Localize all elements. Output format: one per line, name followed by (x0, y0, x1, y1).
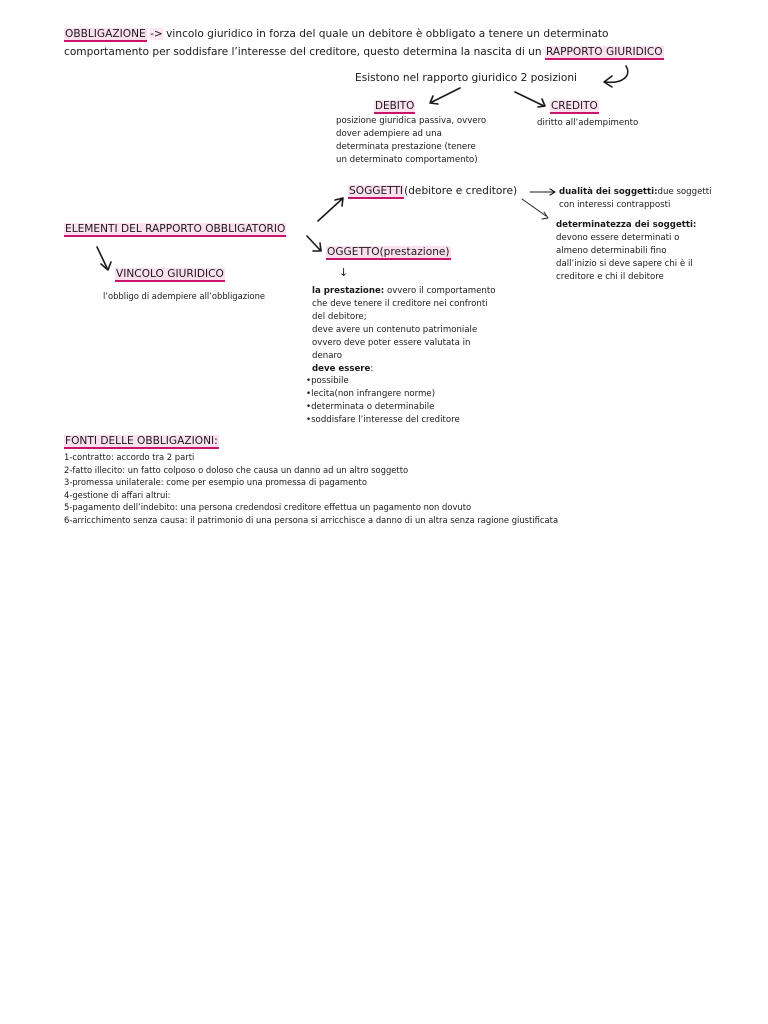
term-obbligazione: OBBLIGAZIONE (65, 28, 146, 40)
intro-definition-2: comportamento per soddisfare l’interesse del creditore, questo determina la nascita di un (64, 46, 545, 58)
prestazione-line: del debitore; (312, 312, 367, 322)
arrow-to-determinatezza-icon (522, 199, 546, 216)
dualita-desc: due soggetti (657, 187, 712, 197)
list-item: •lecita(non infrangere norme) (306, 389, 436, 399)
fonti-title: FONTI DELLE OBBLIGAZIONI: (65, 435, 218, 447)
arrow-to-oggetto-icon (307, 236, 320, 250)
intro-arrow: -> (150, 28, 163, 40)
vincolo-label: VINCOLO GIURIDICO (116, 268, 224, 280)
oggetto-label: OGGETTO(prestazione) (327, 246, 450, 258)
list-item: 6-arricchimento senza causa: il patrimonio di una persona si arricchisce a danno di un altra senza ragione giustificata (64, 514, 559, 525)
list-item: •possibile (306, 376, 349, 386)
positions-heading: Esistono nel rapporto giuridico 2 posizioni (355, 72, 577, 84)
prestazione-line: deve avere un contenuto patrimoniale (312, 325, 478, 335)
bullet-icon: • (306, 415, 312, 425)
bullet-icon: • (306, 376, 312, 386)
determinatezza-line: devono essere determinati o (556, 233, 680, 243)
soggetti-detail: (debitore e creditore) (404, 185, 518, 197)
list-item: 5-pagamento dell’indebito: una persona credendosi creditore effettua un pagamento non dovuto (64, 502, 472, 513)
list-item: •determinata o determinabile (306, 402, 435, 412)
arrow-to-credito-icon (515, 92, 544, 106)
debito-label: DEBITO (375, 100, 415, 112)
prestazione-term: la prestazione: (312, 286, 385, 296)
deve-essere-term: deve essere (312, 364, 371, 374)
debito-desc-line: determinata prestazione (tenere (336, 142, 476, 152)
determinatezza-line: almeno determinabili fino (556, 246, 667, 256)
debito-desc-line: dover adempiere ad una (336, 129, 442, 139)
debito-desc-line: posizione giuridica passiva, ovvero (336, 116, 487, 126)
list-item: 2-fatto illecito: un fatto colposo o doloso che causa un danno ad un altro soggetto (64, 464, 409, 475)
list-item: 4-gestione di affari altrui: (64, 489, 171, 500)
term-rapporto-giuridico: RAPPORTO GIURIDICO (545, 46, 663, 58)
dualita-term: dualità dei soggetti: (559, 187, 658, 197)
determinatezza-line: dall’inizio si deve sapere chi è il (556, 259, 693, 269)
prestazione-line: che deve tenere il creditore nei confronti (312, 299, 488, 309)
prestazione-line: ovvero deve poter essere valutata in (312, 338, 471, 348)
curved-arrow-icon (606, 66, 628, 82)
prestazione-desc: ovvero il comportamento (384, 286, 496, 296)
deve-essere-colon: : (370, 364, 374, 374)
credito-description: diritto all’adempimento (537, 118, 639, 128)
oggetto-down-arrow: ↓ (339, 266, 349, 279)
elementi-title: ELEMENTI DEL RAPPORTO OBBLIGATORIO (65, 223, 286, 235)
bullet-icon: • (306, 402, 312, 412)
arrow-to-debito-icon (432, 88, 460, 102)
dualita-line-2: con interessi contrapposti (559, 200, 671, 210)
vincolo-description: l’obbligo di adempiere all’obbligazione (103, 291, 266, 301)
list-item: 3-promessa unilaterale: come per esempio una promessa di pagamento (64, 477, 367, 488)
determinatezza-term: determinatezza dei soggetti: (556, 220, 697, 230)
arrow-to-soggetti-icon (318, 199, 342, 221)
prestazione-line: denaro (312, 351, 343, 361)
list-item: 1-contratto: accordo tra 2 parti (64, 452, 195, 462)
soggetti-label: SOGGETTI (349, 185, 404, 197)
determinatezza-line: creditore e chi il debitore (556, 272, 664, 282)
intro-definition-1: vincolo giuridico in forza del quale un debitore è obbligato a tenere un determinato (162, 28, 609, 40)
bullet-icon: • (306, 389, 312, 399)
debito-desc-line: un determinato comportamento) (336, 155, 478, 165)
list-item: •soddisfare l’interesse del creditore (306, 415, 460, 425)
credito-label: CREDITO (551, 100, 598, 112)
